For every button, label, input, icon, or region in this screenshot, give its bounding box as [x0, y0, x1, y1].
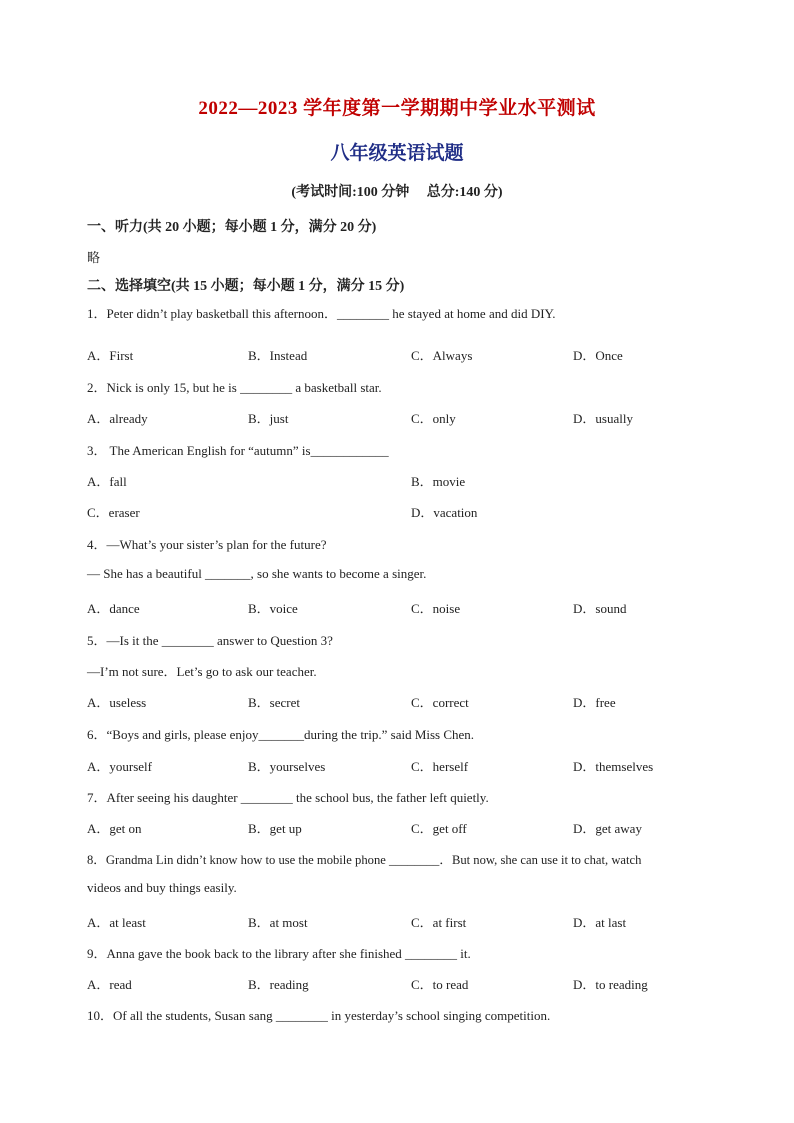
question-3-option-b[interactable]: B．movie — [411, 474, 466, 489]
exam-title: 2022—2023 学年度第一学期期中学业水平测试 — [198, 98, 596, 119]
question-2-option-a[interactable]: A．already — [87, 411, 148, 426]
exam-meta: (考试时间:100 分钟 总分:140 分) — [291, 185, 503, 200]
section-listening-heading: 一、听力(共 20 小题；每小题 1 分，满分 20 分) — [87, 220, 377, 235]
question-7-stem: 7．After seeing his daughter ________ the school bus, the father left quietly. — [87, 790, 489, 805]
section-choice-heading: 二、选择填空(共 15 小题；每小题 1 分，满分 15 分) — [87, 279, 405, 294]
question-4-stem: 4．—What’s your sister’s plan for the future? — [87, 537, 327, 552]
question-6-option-a[interactable]: A．yourself — [87, 759, 152, 774]
question-6-option-b[interactable]: B．yourselves — [248, 759, 326, 774]
question-4-option-d[interactable]: D．sound — [573, 601, 627, 616]
question-9-option-a[interactable]: A．read — [87, 977, 132, 992]
question-1-option-b[interactable]: B．Instead — [248, 348, 308, 363]
question-4-option-b[interactable]: B．voice — [248, 601, 298, 616]
exam-subtitle: 八年级英语试题 — [330, 143, 464, 164]
question-10-stem: 10．Of all the students, Susan sang ________ in yesterday’s school singing competition. — [87, 1008, 551, 1023]
question-2-stem: 2．Nick is only 15, but he is ________ a basketball star. — [87, 380, 382, 395]
question-2-option-c[interactable]: C．only — [411, 411, 456, 426]
question-9-option-d[interactable]: D．to reading — [573, 977, 648, 992]
question-3-option-a[interactable]: A．fall — [87, 474, 127, 489]
question-7-option-d[interactable]: D．get away — [573, 821, 642, 836]
question-6-stem: 6．“Boys and girls, please enjoy_______during the trip.” said Miss Chen. — [87, 727, 475, 742]
question-5-option-a[interactable]: A．useless — [87, 695, 147, 710]
question-4-option-c[interactable]: C．noise — [411, 601, 461, 616]
question-2-option-b[interactable]: B．just — [248, 411, 289, 426]
question-5-option-b[interactable]: B．secret — [248, 695, 300, 710]
question-5-stem: 5．—Is it the ________ answer to Question 3? — [87, 633, 333, 648]
question-6-option-d[interactable]: D．themselves — [573, 759, 654, 774]
question-7-option-a[interactable]: A．get on — [87, 821, 142, 836]
question-1-stem: 1．Peter didn’t play basketball this afternoon．________ he stayed at home and did DIY. — [87, 306, 556, 321]
question-8-option-a[interactable]: A．at least — [87, 915, 146, 930]
question-5-option-c[interactable]: C．correct — [411, 695, 469, 710]
question-1-option-d[interactable]: D．Once — [573, 348, 623, 363]
section-listening-note: 略 — [87, 250, 101, 265]
question-1-option-c[interactable]: C．Always — [411, 348, 473, 363]
question-3-stem: 3． The American English for “autumn” is____________ — [87, 443, 389, 458]
question-7-option-b[interactable]: B．get up — [248, 821, 302, 836]
question-4-stem-line2: — She has a beautiful _______, so she wants to become a singer. — [87, 566, 427, 581]
question-2-option-d[interactable]: D．usually — [573, 411, 633, 426]
question-8-stem: 8．Grandma Lin didn’t know how to use the mobile phone ________．But now, she can use it to chat, watch — [87, 853, 642, 867]
question-5-option-d[interactable]: D．free — [573, 695, 616, 710]
question-9-stem: 9．Anna gave the book back to the library after she finished ________ it. — [87, 946, 471, 961]
question-8-option-d[interactable]: D．at last — [573, 915, 627, 930]
question-8-option-b[interactable]: B．at most — [248, 915, 308, 930]
question-6-option-c[interactable]: C．herself — [411, 759, 469, 774]
question-3-option-d[interactable]: D．vacation — [411, 505, 478, 520]
question-1-option-a[interactable]: A．First — [87, 348, 134, 363]
question-4-option-a[interactable]: A．dance — [87, 601, 140, 616]
question-9-option-c[interactable]: C．to read — [411, 977, 469, 992]
question-9-option-b[interactable]: B．reading — [248, 977, 309, 992]
question-8-stem-line2: videos and buy things easily. — [87, 880, 237, 895]
question-7-option-c[interactable]: C．get off — [411, 821, 467, 836]
question-5-stem-line2: —I’m not sure．Let’s go to ask our teacher. — [87, 664, 317, 679]
question-3-option-c[interactable]: C．eraser — [87, 505, 140, 520]
question-8-option-c[interactable]: C．at first — [411, 915, 467, 930]
